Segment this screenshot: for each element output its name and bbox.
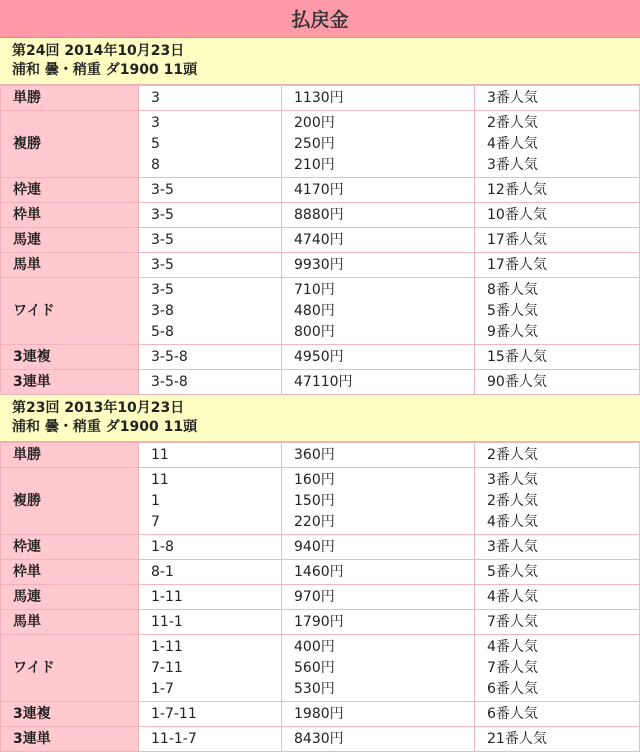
popularity-rank-cell <box>475 86 640 111</box>
combination: 3 <box>151 114 160 131</box>
payout-amount: 710円 <box>294 281 335 298</box>
combination: 3-5 <box>151 231 174 248</box>
table-row <box>1 278 640 345</box>
payout-amount-cell <box>282 278 475 345</box>
payout-amount-cell <box>282 345 475 370</box>
bet-type-label: 3連単 <box>1 370 139 395</box>
payout-amount-cell <box>282 443 475 468</box>
combination-cell <box>139 560 282 585</box>
popularity-rank-cell <box>475 228 640 253</box>
payout-amount-cell <box>282 86 475 111</box>
popularity-rank: 90番人気 <box>487 373 547 390</box>
combination-cell <box>139 86 282 111</box>
combination: 5-8 <box>151 323 174 340</box>
payout-amount: 1460円 <box>294 563 344 580</box>
payout-amount-cell <box>282 727 475 752</box>
payout-amount: 1130円 <box>294 89 344 106</box>
payout-amount: 220円 <box>294 513 335 530</box>
table-row <box>1 702 640 727</box>
popularity-rank-cell <box>475 560 640 585</box>
payout-amount: 940円 <box>294 538 335 555</box>
combination-cell <box>139 585 282 610</box>
payout-amount-cell <box>282 178 475 203</box>
table-row <box>1 610 640 635</box>
payout-table <box>0 442 640 752</box>
race-header-line2: 浦和 曇・稍重 ダ1900 11頭 <box>12 62 198 78</box>
popularity-rank: 17番人気 <box>487 256 547 273</box>
combination-cell <box>139 228 282 253</box>
payout-amount-cell <box>282 253 475 278</box>
combination: 11-1-7 <box>151 730 197 747</box>
combination-cell <box>139 610 282 635</box>
popularity-rank: 9番人気 <box>487 323 538 340</box>
bet-type-label: 3連複 <box>1 345 139 370</box>
combination: 3-5 <box>151 256 174 273</box>
combination-cell <box>139 253 282 278</box>
combination: 8 <box>151 156 160 173</box>
popularity-rank: 3番人気 <box>487 156 538 173</box>
payout-amount: 4170円 <box>294 181 344 198</box>
combination-cell <box>139 370 282 395</box>
popularity-rank-cell <box>475 610 640 635</box>
table-row <box>1 345 640 370</box>
payout-amount-cell <box>282 535 475 560</box>
bet-type-label: 枠単 <box>1 560 139 585</box>
popularity-rank: 5番人気 <box>487 302 538 319</box>
payout-amount-cell <box>282 468 475 535</box>
combination: 1-11 <box>151 588 183 605</box>
bet-type-label: 馬連 <box>1 228 139 253</box>
combination: 7-11 <box>151 659 183 676</box>
table-row <box>1 443 640 468</box>
combination: 5 <box>151 135 160 152</box>
combination-cell <box>139 535 282 560</box>
popularity-rank: 7番人気 <box>487 613 538 630</box>
popularity-rank-cell <box>475 702 640 727</box>
payout-amount: 200円 <box>294 114 335 131</box>
popularity-rank: 3番人気 <box>487 538 538 555</box>
popularity-rank: 10番人気 <box>487 206 547 223</box>
race-header-line1: 第24回 2014年10月23日 <box>12 43 185 59</box>
popularity-rank-cell <box>475 253 640 278</box>
table-row <box>1 86 640 111</box>
popularity-rank: 17番人気 <box>487 231 547 248</box>
table-row <box>1 727 640 752</box>
payout-amount: 800円 <box>294 323 335 340</box>
popularity-rank-cell <box>475 111 640 178</box>
popularity-rank: 12番人気 <box>487 181 547 198</box>
bet-type-label: 馬単 <box>1 610 139 635</box>
payout-amount-cell <box>282 702 475 727</box>
payout-amount: 150円 <box>294 492 335 509</box>
payout-amount-cell <box>282 560 475 585</box>
table-row <box>1 178 640 203</box>
table-row <box>1 468 640 535</box>
bet-type-label: 枠連 <box>1 178 139 203</box>
bet-type-label: 単勝 <box>1 86 139 111</box>
payout-amount: 8880円 <box>294 206 344 223</box>
payout-amount-cell <box>282 635 475 702</box>
combination: 1-7-11 <box>151 705 197 722</box>
popularity-rank-cell <box>475 535 640 560</box>
popularity-rank: 3番人気 <box>487 471 538 488</box>
combination: 11 <box>151 446 169 463</box>
payout-amount-cell <box>282 111 475 178</box>
race-header <box>0 395 640 442</box>
combination: 11 <box>151 471 169 488</box>
combination-cell <box>139 345 282 370</box>
bet-type-label: 枠単 <box>1 203 139 228</box>
bet-type-label: 枠連 <box>1 535 139 560</box>
combination-cell <box>139 111 282 178</box>
combination: 3-5-8 <box>151 373 188 390</box>
table-row <box>1 560 640 585</box>
payout-amount: 480円 <box>294 302 335 319</box>
combination-cell <box>139 727 282 752</box>
popularity-rank-cell <box>475 178 640 203</box>
payout-amount: 250円 <box>294 135 335 152</box>
popularity-rank: 2番人気 <box>487 492 538 509</box>
combination-cell <box>139 203 282 228</box>
combination: 3-5 <box>151 181 174 198</box>
payout-amount: 4950円 <box>294 348 344 365</box>
popularity-rank: 21番人気 <box>487 730 547 747</box>
payout-amount-cell <box>282 228 475 253</box>
race-header-line1: 第23回 2013年10月23日 <box>12 400 185 416</box>
combination-cell <box>139 702 282 727</box>
popularity-rank: 4番人気 <box>487 513 538 530</box>
popularity-rank: 2番人気 <box>487 446 538 463</box>
popularity-rank-cell <box>475 585 640 610</box>
combination: 11-1 <box>151 613 183 630</box>
combination: 1 <box>151 492 160 509</box>
combination-cell <box>139 468 282 535</box>
table-row <box>1 203 640 228</box>
payout-amount-cell <box>282 370 475 395</box>
payout-amount: 970円 <box>294 588 335 605</box>
payout-table <box>0 85 640 395</box>
payout-amount: 360円 <box>294 446 335 463</box>
popularity-rank: 3番人気 <box>487 89 538 106</box>
payout-amount: 47110円 <box>294 373 353 390</box>
popularity-rank: 4番人気 <box>487 638 538 655</box>
table-row <box>1 111 640 178</box>
combination: 3-8 <box>151 302 174 319</box>
bet-type-label: 複勝 <box>1 468 139 535</box>
bet-type-label: 複勝 <box>1 111 139 178</box>
payout-amount: 400円 <box>294 638 335 655</box>
popularity-rank: 6番人気 <box>487 680 538 697</box>
payout-amount: 160円 <box>294 471 335 488</box>
combination-cell <box>139 278 282 345</box>
table-row <box>1 370 640 395</box>
payout-amount-cell <box>282 585 475 610</box>
combination: 3-5 <box>151 281 174 298</box>
payout-amount: 210円 <box>294 156 335 173</box>
popularity-rank: 7番人気 <box>487 659 538 676</box>
payout-amount: 530円 <box>294 680 335 697</box>
combination: 3 <box>151 89 160 106</box>
popularity-rank-cell <box>475 278 640 345</box>
combination: 7 <box>151 513 160 530</box>
popularity-rank-cell <box>475 727 640 752</box>
popularity-rank-cell <box>475 203 640 228</box>
table-row <box>1 635 640 702</box>
bet-type-label: 馬連 <box>1 585 139 610</box>
table-row <box>1 535 640 560</box>
popularity-rank: 6番人気 <box>487 705 538 722</box>
race-header-line2: 浦和 曇・稍重 ダ1900 11頭 <box>12 419 198 435</box>
combination: 8-1 <box>151 563 174 580</box>
bet-type-label: 馬単 <box>1 253 139 278</box>
popularity-rank: 4番人気 <box>487 588 538 605</box>
combination: 1-8 <box>151 538 174 555</box>
combination-cell <box>139 635 282 702</box>
payout-amount: 9930円 <box>294 256 344 273</box>
payout-amount: 8430円 <box>294 730 344 747</box>
bet-type-label: ワイド <box>1 278 139 345</box>
bet-type-label: 3連単 <box>1 727 139 752</box>
payout-amount: 1790円 <box>294 613 344 630</box>
bet-type-label: ワイド <box>1 635 139 702</box>
popularity-rank: 5番人気 <box>487 563 538 580</box>
table-row <box>1 228 640 253</box>
race-header <box>0 38 640 85</box>
table-row <box>1 253 640 278</box>
payout-amount-cell <box>282 610 475 635</box>
combination-cell <box>139 178 282 203</box>
popularity-rank: 2番人気 <box>487 114 538 131</box>
bet-type-label: 3連複 <box>1 702 139 727</box>
payout-amount: 560円 <box>294 659 335 676</box>
popularity-rank-cell <box>475 345 640 370</box>
combination-cell <box>139 443 282 468</box>
payout-amount: 1980円 <box>294 705 344 722</box>
page-title: 払戻金 <box>0 0 640 38</box>
popularity-rank: 15番人気 <box>487 348 547 365</box>
popularity-rank-cell <box>475 635 640 702</box>
table-row <box>1 585 640 610</box>
popularity-rank: 4番人気 <box>487 135 538 152</box>
payout-amount-cell <box>282 203 475 228</box>
payout-amount: 4740円 <box>294 231 344 248</box>
combination: 3-5 <box>151 206 174 223</box>
combination: 3-5-8 <box>151 348 188 365</box>
popularity-rank-cell <box>475 370 640 395</box>
races-container <box>0 38 640 752</box>
popularity-rank-cell <box>475 443 640 468</box>
combination: 1-11 <box>151 638 183 655</box>
combination: 1-7 <box>151 680 174 697</box>
popularity-rank-cell <box>475 468 640 535</box>
bet-type-label: 単勝 <box>1 443 139 468</box>
popularity-rank: 8番人気 <box>487 281 538 298</box>
